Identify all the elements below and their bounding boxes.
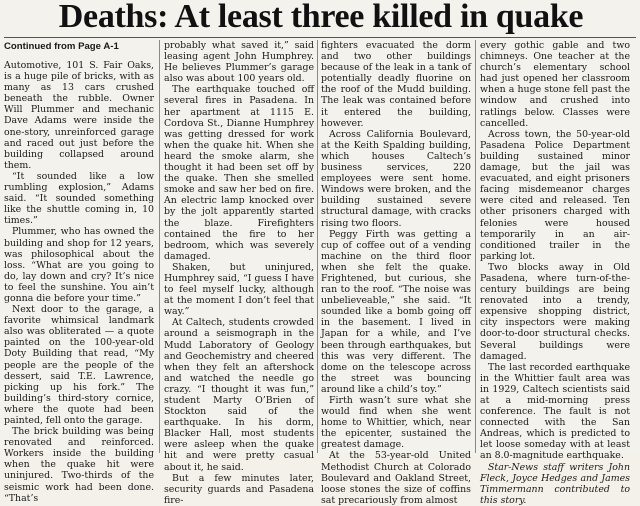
column-divider	[317, 40, 318, 453]
paragraph: The brick building was being renovated and reinforced. Workers inside the building when the quake hit were uninjured. Two-thirds of the seismic work had been done. “That’s	[4, 426, 154, 504]
headline-rule	[4, 37, 636, 38]
column-divider	[159, 40, 160, 453]
headline: Deaths: At least three killed in quake	[58, 0, 584, 35]
article-column-2	[164, 40, 314, 506]
paragraph: At Caltech, students crowded around a seismograph in the Mudd Laboratory of Geology and Geochemistry and cheered when they felt an aftershock and watched the needle go crazy. “I thought it was fun,” student Marty O’Brien of Stockton said of the earthquake. In his dorm, Blacker Hall, most students were asleep when the quake hit and were pretty casual about it, he said.	[164, 317, 314, 473]
paragraph: fighters evacuated the dorm and two other buildings because of the leak in a tank of potentially deadly fluorine on the roof of the Mudd building. The leak was contained before it entered the building, however.	[321, 40, 471, 129]
article-column-3	[321, 40, 471, 506]
column-divider	[475, 40, 476, 453]
paragraph: Plummer, who has owned the building and shop for 12 years, was philosophical about the loss. “What are you going to do, lay down and cry? It’s nice to feel the sunshine. You ain’t gonna die before your time.”	[4, 226, 154, 304]
paragraph: Across town, the 50-year-old Pasadena Police Department building sustained minor damage, but the jail was evacuated, and eight prisoners facing misdemeanor charges were cited and released. Ten other prisoners charged with felonies were housed temporarily in an air-conditioned trailer in the parking lot.	[480, 128, 630, 262]
paragraph: But a few minutes later, security guards and Pasadena fire-	[164, 472, 314, 506]
staff-credit: Star-News staff writers John Fleck, Joyce Hedges and James Timmermann contributed to this story.	[480, 461, 630, 506]
paragraph: probably what saved it,” said leasing agent John Humphrey. He believes Plummer’s garage also was about 100 years old.	[164, 40, 314, 85]
article-body	[4, 40, 636, 506]
paragraph: At the 53-year-old United Methodist Church at Colorado Boulevard and Oakland Street, loose stones the size of coffins sat precariously from almost	[321, 450, 471, 506]
paragraph: every gothic gable and two chimneys. One teacher at the church’s elementary school had just opened her classroom when a huge stone fell past the window and crushed into ratlings below. Classes were cancelled.	[480, 40, 630, 129]
paragraph: Across California Boulevard, at the Keith Spalding building, which houses Caltech’s business services, 220 employees were sent home. Windows were broken, and the building sustained severe structural damage, with cracks rising two floors.	[321, 128, 471, 229]
paragraph: Firth wasn’t sure what she would find when she went home to Whittier, which, near the epicenter, sustained the greatest damage.	[321, 395, 471, 451]
paragraph: Automotive, 101 S. Fair Oaks, is a huge pile of bricks, with as many as 13 cars crushed beneath the rubble. Owner Will Plummer and mechanic Dave Adams were inside the one-story, unreinforced garage and raced out just before the building collapsed around them.	[4, 60, 154, 171]
paragraph: Shaken, but uninjured, Humphrey said, “I guess I have to feel myself lucky, although at the moment I don’t feel that way.”	[164, 261, 314, 318]
paragraph: The last recorded earthquake in the Whittier fault area was in 1929, Caltech scientists said at a mid-morning press conference. The fault is not connected with the San Andreas, which is predicted to let loose someday with at least an 8.0-magnitude earthquake.	[480, 361, 630, 462]
paragraph: Peggy Firth was getting a cup of coffee out of a vending machine on the third floor when she felt the quake. Frightened, but curious, she ran to the roof. “The noise was unbelieveable,” she said. “It sounded like a bomb going off in the basement. I lived in Japan for a while, and I’ve been through earthquakes, but this was very different. The dome on the telescope across the street was bouncing around like a child’s toy.”	[321, 228, 471, 395]
paragraph: “It sounded like a low rumbling explosion,” Adams said. “It sounded something like the shuttle coming in, 10 times.”	[4, 170, 154, 227]
paragraph: Next door to the garage, a favorite whimsical landmark also was obliterated — a quote painted on the 100-year-old Doty Building that read, “My people are the people of the dessert, said T.E. Lawrence, picking up his fork.” The building’s third-story cornice, where the quote had been painted, fell onto the garage.	[4, 304, 154, 426]
paragraph: Two blocks away in Old Pasadena, where turn-of-the-century buildings are being renovated into a trendy, expensive shopping district, city inspectors were making door-to-door structural checks. Several buildings were damaged.	[480, 261, 630, 362]
continued-line: Continued from Page A-1	[4, 41, 119, 52]
paragraph: The earthquake touched off several fires in Pasadena. In her apartment at 1115 E. Cordova St., Dianne Humphrey was getting dressed for work when the quake hit. When she heard the smoke alarm, she thought it had been set off by the quake. Then she smelled smoke and saw her bed on fire. An electric lamp knocked over by the jolt apparently started the blaze. Firefighters contained the fire to her bedroom, which was severely damaged.	[164, 84, 314, 262]
article-column-4	[480, 40, 630, 506]
article-column-1	[4, 40, 154, 504]
